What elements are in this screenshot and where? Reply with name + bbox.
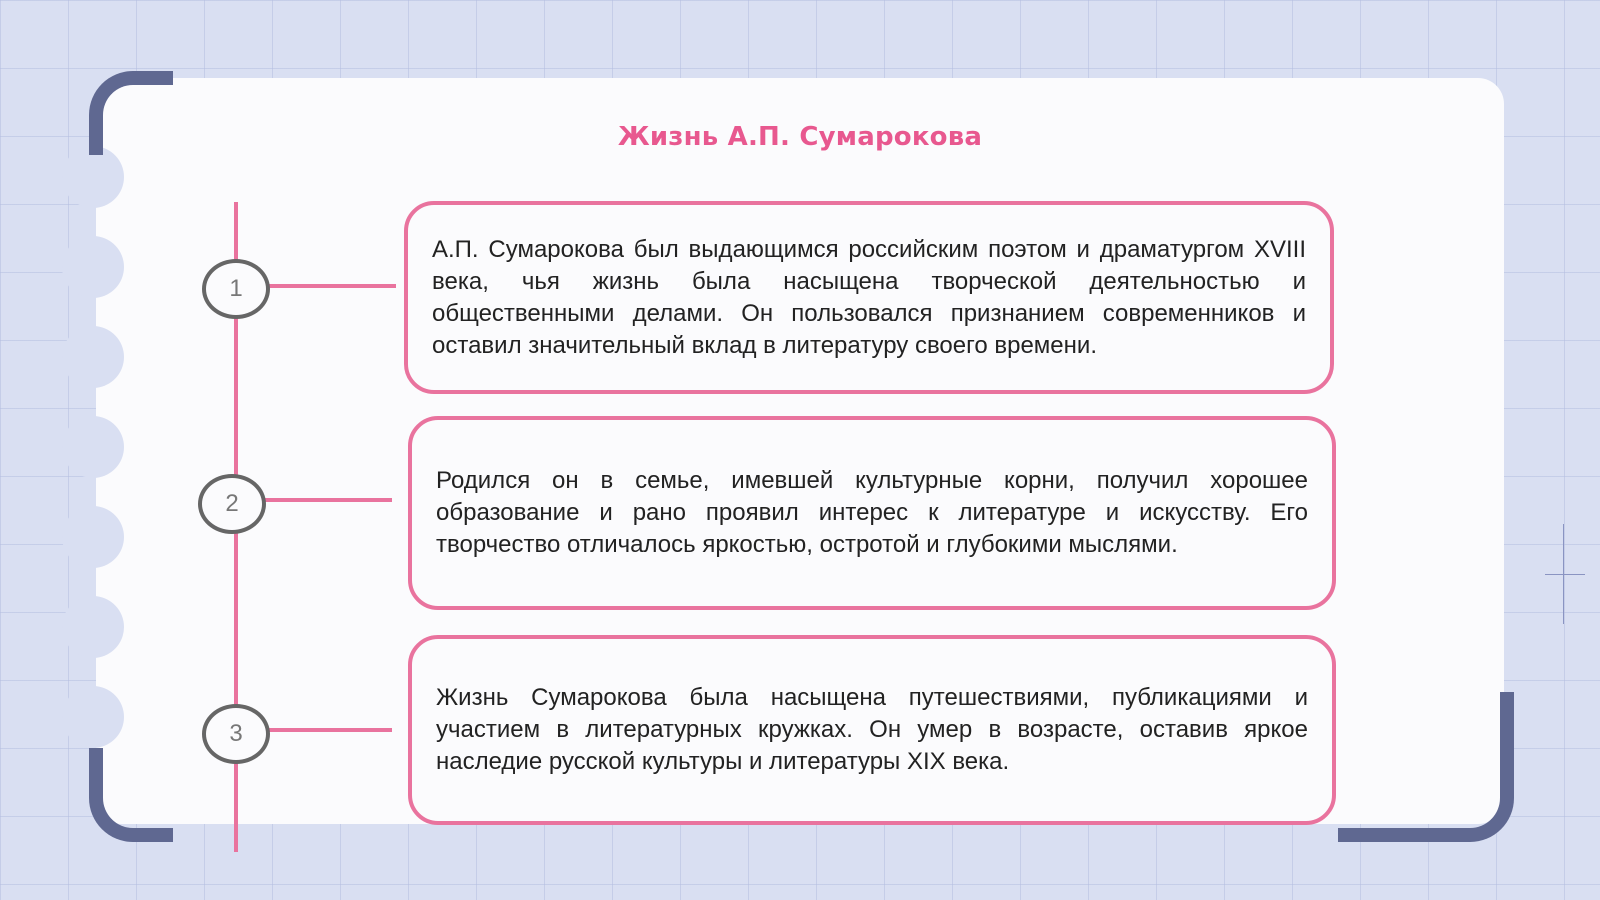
timeline-connector (264, 728, 392, 732)
scallop-notch (62, 506, 124, 568)
scallop-notch (62, 146, 124, 208)
scallop-notch (62, 686, 124, 748)
timeline-step-1-marker: 1 (202, 259, 270, 319)
timeline-card-2 (408, 416, 1336, 610)
corner-bracket-bottom-left (89, 748, 173, 842)
scallop-notch (62, 596, 124, 658)
timeline-card-3-text: Жизнь Сумарокова была насыщена путешествиями, публикациями и участием в литературных кружках. Он умер в возрасте, оставив яркое наследие русской культуры и литературы XIX века. (436, 684, 1308, 775)
corner-bracket-bottom-right (1338, 692, 1514, 842)
timeline-card-2-text: Родился он в семье, имевшей культурные корни, получил хорошее образование и рано проявил интерес к литературе и искусству. Его творчество отличалось яркостью, остротой и глубокими мыслями. (436, 467, 1308, 558)
timeline-step-2-marker: 2 (198, 474, 266, 534)
scallop-notch (62, 416, 124, 478)
crosshair-decoration (1545, 574, 1585, 575)
scallop-notch (62, 236, 124, 298)
scallop-notch (62, 326, 124, 388)
timeline-card-1-text: А.П. Сумарокова был выдающимся российским поэтом и драматургом XVIII века, чья жизнь была насыщена творческой деятельностью и общественными делами. Он пользовался признанием современников и оставил значительный вклад в литературу своего времени. (432, 235, 1306, 359)
timeline-card-3 (408, 635, 1336, 825)
timeline-connector (262, 498, 392, 502)
slide-title: Жизнь А.П. Сумарокова (617, 122, 983, 152)
timeline-connector (264, 284, 396, 288)
timeline-card-1 (404, 201, 1334, 394)
timeline-step-3-marker: 3 (202, 704, 270, 764)
